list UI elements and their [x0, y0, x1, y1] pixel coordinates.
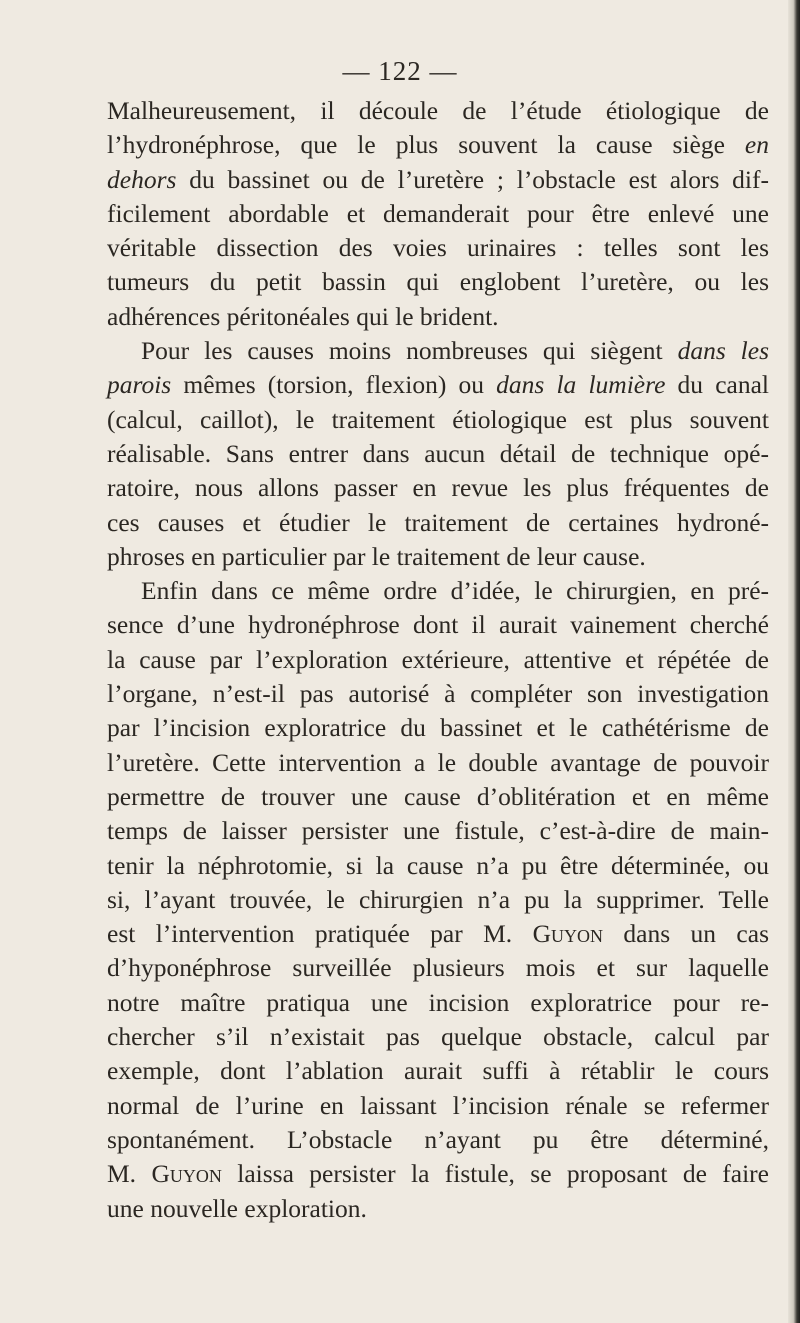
text-segment: l’hydronéphrose, que le plus souvent la cause siège: [107, 130, 745, 160]
text-line: [107, 1089, 769, 1123]
text-segment: dans un cas: [603, 919, 769, 949]
text-line: [107, 677, 769, 711]
paragraph: [107, 334, 769, 574]
text-segment: permettre de trouver une cause d’oblitération et en même: [107, 781, 769, 811]
text-line: [107, 334, 769, 368]
paragraph: [107, 94, 769, 334]
text-segment: spontanément. L’obstacle n’ayant pu être déterminé,: [107, 1124, 769, 1154]
text-segment: l’uretère. Cette intervention a le double avantage de pouvoir: [107, 747, 769, 777]
text-line: [107, 506, 769, 540]
text-segment: ratoire, nous allons passer en revue les plus fréquentes de: [107, 473, 769, 503]
text-segment: l’organe, n’est-il pas autorisé à compléter son investigation: [107, 679, 769, 709]
body-text: [107, 94, 769, 1226]
text-segment: normal de l’urine en laissant l’incision rénale se refermer: [107, 1090, 769, 1120]
text-line: [107, 231, 769, 265]
text-segment: par l’incision exploratrice du bassinet et le cathétérisme de: [107, 713, 769, 743]
paragraph: [107, 574, 769, 1226]
text-segment: (calcul, caillot), le traitement étiologique est plus souvent: [107, 404, 769, 434]
text-line: [107, 711, 769, 745]
text-segment: exemple, dont l’ablation aurait suffi à rétablir le cours: [107, 1056, 769, 1086]
text-line: [107, 917, 769, 951]
text-segment: réalisable. Sans entrer dans aucun détail de technique opé-: [107, 438, 769, 468]
text-line: [107, 780, 769, 814]
text-segment: est l’intervention pratiquée par M.: [107, 919, 533, 949]
text-line: [107, 540, 769, 574]
text-segment: phroses en particulier par le traitement de leur cause.: [107, 541, 646, 571]
text-line: [107, 608, 769, 642]
text-segment: Guyon: [532, 919, 603, 949]
text-line: [107, 951, 769, 985]
text-segment: tenir la néphrotomie, si la cause n’a pu être déterminée, ou: [107, 850, 769, 880]
page-number: — 122 —: [342, 56, 458, 86]
text-segment: du canal: [665, 370, 769, 400]
text-segment: adhérences péritonéales qui le brident.: [107, 301, 499, 331]
text-segment: Malheureusement, il découle de l’étude étiologique de: [107, 96, 769, 125]
text-line: [107, 1123, 769, 1157]
text-line: [107, 746, 769, 780]
text-line: [107, 128, 769, 162]
text-segment: ces causes et étudier le traitement de certaines hydroné-: [107, 507, 769, 537]
text-segment: dans la lumière: [496, 370, 666, 400]
text-segment: notre maître pratiqua une incision exploratrice pour re-: [107, 987, 769, 1017]
text-line: [107, 300, 769, 334]
text-segment: une nouvelle exploration.: [107, 1193, 367, 1223]
text-segment: Enfin dans ce même ordre d’idée, le chirurgien, en pré-: [141, 576, 769, 606]
text-line: [107, 437, 769, 471]
text-segment: du bassinet ou de l’uretère ; l’obstacle est alors dif-: [176, 164, 769, 194]
text-line: [107, 1020, 769, 1054]
text-segment: d’hyponéphrose surveillée plusieurs mois et sur laquelle: [107, 953, 769, 983]
text-line: [107, 368, 769, 402]
text-line: [107, 883, 769, 917]
text-line: [107, 814, 769, 848]
text-line: [107, 1054, 769, 1088]
text-line: [107, 471, 769, 505]
text-segment: mêmes (torsion, flexion) ou: [171, 370, 497, 400]
text-segment: Pour les causes moins nombreuses qui siègent: [141, 336, 678, 366]
text-line: [107, 849, 769, 883]
text-segment: en: [744, 130, 769, 160]
text-segment: dans les: [677, 336, 769, 366]
text-line: [107, 1192, 769, 1226]
text-segment: M.: [107, 1159, 152, 1189]
text-line: [107, 265, 769, 299]
text-segment: dehors: [107, 164, 177, 194]
text-segment: si, l’ayant trouvée, le chirurgien n’a pu la supprimer. Telle: [107, 884, 769, 914]
text-line: [107, 403, 769, 437]
text-segment: sence d’une hydronéphrose dont il aurait vainement cherché: [107, 610, 769, 640]
text-segment: temps de laisser persister une fistule, c’est-à-dire de main-: [107, 816, 769, 846]
text-line: [107, 1157, 769, 1191]
text-line: [107, 643, 769, 677]
text-segment: chercher s’il n’existait pas quelque obstacle, calcul par: [107, 1022, 769, 1052]
text-segment: tumeurs du petit bassin qui englobent l’uretère, ou les: [107, 267, 769, 297]
text-segment: la cause par l’exploration extérieure, attentive et répétée de: [107, 644, 769, 674]
text-segment: véritable dissection des voies urinaires : telles sont les: [107, 233, 769, 263]
text-line: [107, 163, 769, 197]
text-line: [107, 94, 769, 128]
text-segment: ficilement abordable et demanderait pour être enlevé une: [107, 198, 769, 228]
text-segment: parois: [107, 370, 172, 400]
page-edge-shadow: [788, 0, 800, 1323]
text-line: [107, 574, 769, 608]
text-segment: Guyon: [151, 1159, 222, 1189]
text-line: [107, 986, 769, 1020]
text-segment: laissa persister la fistule, se proposant de faire: [221, 1159, 769, 1189]
text-line: [107, 197, 769, 231]
